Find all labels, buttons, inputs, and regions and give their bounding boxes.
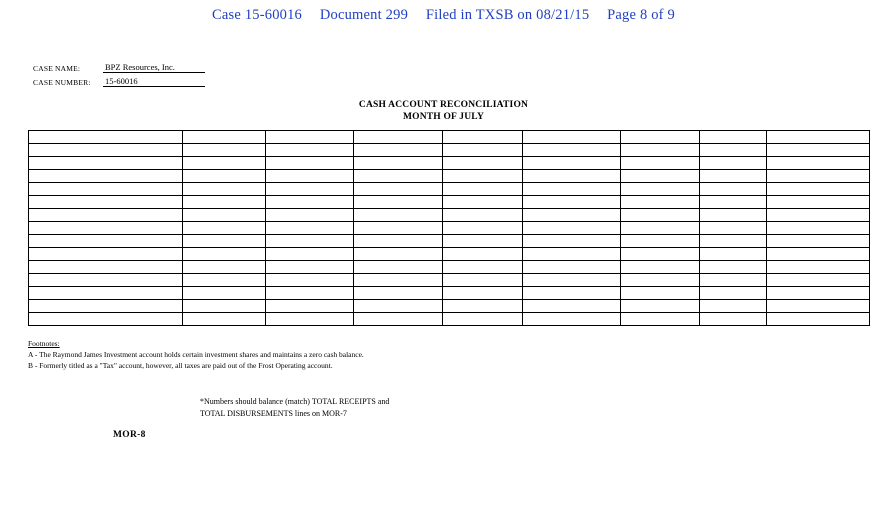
table-cell [620, 183, 699, 196]
case-name-row [33, 62, 205, 73]
table-row [29, 183, 870, 196]
stamp-case-number: Case 15-60016 [212, 7, 303, 23]
table-cell [620, 196, 699, 209]
table-cell [767, 222, 870, 235]
table-cell [767, 287, 870, 300]
table-cell [182, 209, 265, 222]
table-cell [182, 287, 265, 300]
table-cell [266, 287, 354, 300]
balance-note-line1: *Numbers should balance (match) TOTAL RECEIPTS and [200, 397, 390, 406]
table-cell [442, 209, 522, 222]
table-cell [522, 248, 620, 261]
table-cell [266, 274, 354, 287]
table-cell [620, 222, 699, 235]
table-cell [182, 131, 265, 144]
table-cell [266, 313, 354, 326]
table-row [29, 287, 870, 300]
table-cell [767, 131, 870, 144]
table-cell [266, 248, 354, 261]
table-cell [354, 313, 442, 326]
footnote-b: B - Formerly titled as a "Tax" account, however, all taxes are paid out of the Frost Operating account. [28, 361, 333, 370]
table-cell [182, 170, 265, 183]
table-cell [182, 300, 265, 313]
table-cell [354, 196, 442, 209]
row-label [29, 183, 183, 196]
table-cell [182, 274, 265, 287]
table-row [29, 261, 870, 274]
table-cell [182, 235, 265, 248]
table-cell [767, 170, 870, 183]
table-cell [266, 209, 354, 222]
row-label [29, 131, 183, 144]
table-cell [767, 274, 870, 287]
table-cell [354, 131, 442, 144]
table-cell [620, 170, 699, 183]
page-title [0, 99, 887, 123]
row-label [29, 157, 183, 170]
page-title-line2: MONTH OF JULY [402, 112, 485, 122]
table-cell [442, 222, 522, 235]
balance-note-line2: TOTAL DISBURSEMENTS lines on MOR-7 [200, 409, 347, 418]
table-cell [620, 287, 699, 300]
table-cell [354, 209, 442, 222]
form-identifier: MOR-8 [113, 430, 146, 440]
table-cell [620, 313, 699, 326]
table-cell [266, 196, 354, 209]
row-label [29, 144, 183, 157]
table-cell [767, 183, 870, 196]
table-row [29, 131, 870, 144]
table-row [29, 313, 870, 326]
table-cell [620, 274, 699, 287]
stamp-document-number: Document 299 [319, 7, 409, 23]
table-row [29, 157, 870, 170]
row-label [29, 209, 183, 222]
case-number-row [33, 76, 205, 87]
table-cell [522, 261, 620, 274]
table-cell [620, 144, 699, 157]
table-cell [522, 235, 620, 248]
row-label [29, 300, 183, 313]
table-row [29, 274, 870, 287]
table-cell [354, 144, 442, 157]
table-cell [354, 235, 442, 248]
table-cell [700, 222, 767, 235]
table-cell [522, 300, 620, 313]
table-row [29, 235, 870, 248]
row-label [29, 170, 183, 183]
table-cell [266, 131, 354, 144]
table-cell [442, 274, 522, 287]
table-cell [522, 170, 620, 183]
table-cell [620, 300, 699, 313]
table-cell [522, 144, 620, 157]
table-row [29, 144, 870, 157]
table-cell [620, 261, 699, 274]
table-cell [620, 248, 699, 261]
table-cell [522, 313, 620, 326]
court-filing-stamp [0, 7, 887, 24]
table-cell [700, 183, 767, 196]
table-cell [767, 300, 870, 313]
row-label [29, 261, 183, 274]
table-cell [354, 183, 442, 196]
table-cell [767, 235, 870, 248]
table-cell [266, 183, 354, 196]
stamp-filed-date: Filed in TXSB on 08/21/15 [425, 7, 590, 23]
table-cell [182, 144, 265, 157]
table-cell [767, 248, 870, 261]
table-cell [442, 131, 522, 144]
table-cell [354, 222, 442, 235]
table-cell [522, 196, 620, 209]
table-cell [700, 248, 767, 261]
table-cell [522, 157, 620, 170]
table-cell [266, 235, 354, 248]
table-cell [700, 209, 767, 222]
table-cell [442, 183, 522, 196]
table-row [29, 222, 870, 235]
row-label [29, 196, 183, 209]
table-cell [354, 261, 442, 274]
table-cell [182, 248, 265, 261]
table-row [29, 170, 870, 183]
row-label [29, 287, 183, 300]
case-number-label: CASE NUMBER: [33, 78, 91, 87]
table-cell [182, 157, 265, 170]
table-cell [522, 209, 620, 222]
table-cell [354, 170, 442, 183]
table-cell [266, 300, 354, 313]
table-cell [182, 183, 265, 196]
table-cell [700, 261, 767, 274]
case-info-block [33, 62, 205, 90]
table-cell [442, 248, 522, 261]
table-cell [182, 261, 265, 274]
table-cell [354, 274, 442, 287]
table-cell [354, 157, 442, 170]
table-cell [767, 196, 870, 209]
table-cell [266, 261, 354, 274]
table-cell [700, 287, 767, 300]
table-cell [442, 157, 522, 170]
table-cell [522, 274, 620, 287]
table-cell [354, 287, 442, 300]
table-cell [620, 157, 699, 170]
footnote-a: A - The Raymond James Investment account holds certain investment shares and maintains a zero cash balance. [28, 350, 364, 359]
table-cell [266, 170, 354, 183]
table-cell [620, 235, 699, 248]
table-cell [522, 131, 620, 144]
stamp-page-number: Page 8 of 9 [607, 7, 675, 23]
table-cell [522, 183, 620, 196]
table-cell [767, 261, 870, 274]
footnotes-title: Footnotes: [28, 339, 60, 348]
table-cell [182, 196, 265, 209]
table-cell [767, 157, 870, 170]
table-cell [700, 300, 767, 313]
table-cell [442, 170, 522, 183]
table-cell [266, 157, 354, 170]
row-label [29, 274, 183, 287]
case-number-value: 15-60016 [103, 76, 205, 87]
cash-account-reconciliation-table [28, 130, 870, 326]
table-cell [700, 170, 767, 183]
table-cell [767, 209, 870, 222]
table-cell [620, 209, 699, 222]
case-name-value: BPZ Resources, Inc. [103, 62, 205, 73]
table-cell [266, 144, 354, 157]
table-cell [442, 235, 522, 248]
table-cell [442, 261, 522, 274]
table-cell [700, 313, 767, 326]
table-cell [354, 300, 442, 313]
table-cell [767, 313, 870, 326]
table-cell [442, 144, 522, 157]
row-label [29, 235, 183, 248]
table-cell [442, 300, 522, 313]
table-cell [700, 131, 767, 144]
table-cell [700, 144, 767, 157]
table-cell [442, 287, 522, 300]
table-cell [522, 222, 620, 235]
table-cell [182, 313, 265, 326]
row-label [29, 222, 183, 235]
table-row [29, 196, 870, 209]
case-name-label: CASE NAME: [33, 64, 81, 73]
table-cell [354, 248, 442, 261]
table-row [29, 248, 870, 261]
table-cell [700, 274, 767, 287]
table-cell [442, 313, 522, 326]
table-cell [442, 196, 522, 209]
table-cell [700, 235, 767, 248]
table-cell [182, 222, 265, 235]
table-cell [700, 196, 767, 209]
row-label [29, 248, 183, 261]
table-row [29, 209, 870, 222]
table-cell [700, 157, 767, 170]
row-label [29, 313, 183, 326]
table-cell [620, 131, 699, 144]
balance-note [200, 396, 389, 420]
table-cell [767, 144, 870, 157]
table-row [29, 300, 870, 313]
page-title-line1: CASH ACCOUNT RECONCILIATION [358, 100, 529, 110]
table-cell [266, 222, 354, 235]
table-cell [522, 287, 620, 300]
footnotes-block [28, 338, 364, 371]
